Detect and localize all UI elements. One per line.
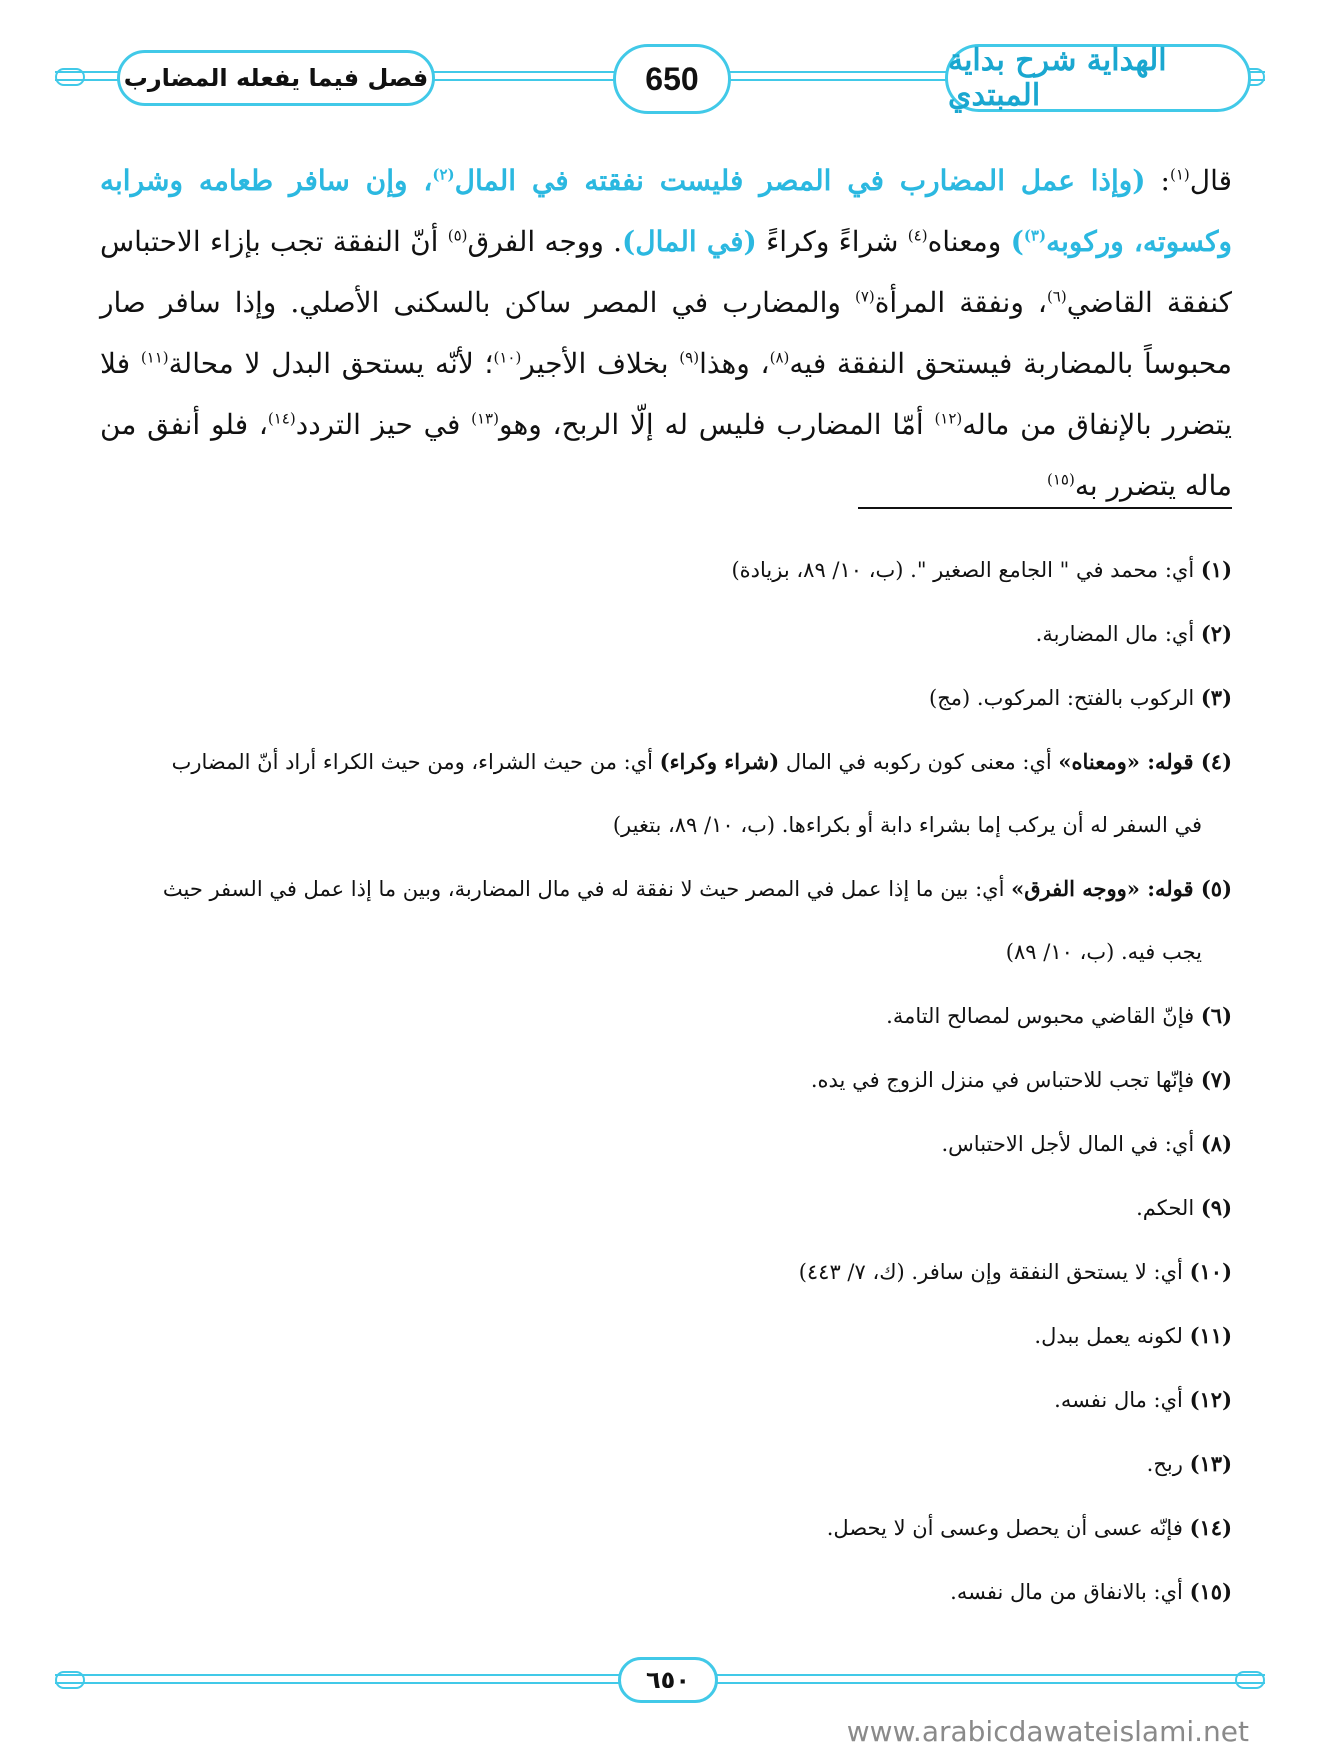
text-run: ؛ لأنّه يستحق البدل لا محالة bbox=[168, 347, 494, 380]
footnote-ref: (١٠) bbox=[493, 348, 522, 367]
footnote-number: (٩) bbox=[1200, 1195, 1232, 1220]
footnote-text: لكونه يعمل ببدل. bbox=[1034, 1324, 1190, 1348]
footnote-quote: قوله: «ووجه الفرق» bbox=[1011, 876, 1201, 901]
footnote-ref: (١) bbox=[1169, 165, 1190, 184]
book-title: الهداية شرح بداية المبتدي bbox=[945, 44, 1251, 112]
footnote-number: (١٠) bbox=[1189, 1259, 1232, 1284]
text-run: . ووجه الفرق bbox=[467, 225, 623, 258]
footnote-9 bbox=[96, 1176, 1232, 1240]
footnote-text: الركوب بالفتح: المركوب. (مج) bbox=[929, 686, 1201, 710]
footnote-number: (٥) bbox=[1200, 876, 1232, 901]
highlighted-text: (في المال) bbox=[622, 225, 757, 258]
footnote-15 bbox=[96, 1560, 1232, 1624]
text-run: قال bbox=[1189, 164, 1232, 197]
footnote-text: أي: مال المضاربة. bbox=[1035, 622, 1201, 646]
footnote-8 bbox=[96, 1112, 1232, 1176]
footnote-number: (٦) bbox=[1200, 1003, 1232, 1028]
footnote-text: في السفر له أن يركب إما بشراء دابة أو بكراءها. (ب، ١٠/ ٨٩، بتغير) bbox=[612, 813, 1202, 837]
text-run: فلا يتضرر بالإنفاق من ماله bbox=[100, 347, 1232, 441]
footnote-number: (١٢) bbox=[1189, 1387, 1232, 1412]
footnote-number: (١٣) bbox=[1189, 1451, 1232, 1476]
text-run: ومعناه bbox=[927, 225, 1011, 258]
website-url: www.arabicdawateislami.net bbox=[846, 1715, 1249, 1748]
footnote-text: فإنّها تجب للاحتباس في منزل الزوج في يده. bbox=[810, 1068, 1201, 1092]
text-run: والمضارب في المصر ساكن بالسكنى الأصلي. وإذا سافر صار محبوساً بالمضاربة فيستحق النفقة فيه bbox=[100, 286, 1232, 380]
text-run: في حيز التردد bbox=[295, 408, 472, 441]
main-text bbox=[100, 150, 1232, 516]
footnote-5 bbox=[96, 857, 1232, 921]
text-run: شراءً وكراءً bbox=[756, 225, 908, 258]
footnote-number: (١٥) bbox=[1189, 1579, 1232, 1604]
page-number: 650 bbox=[613, 44, 731, 114]
page-header bbox=[55, 40, 1265, 120]
footnote-ref: (١٢) bbox=[934, 409, 963, 428]
footnote-text: أي: بين ما إذا عمل في المصر حيث لا نفقة له في مال المضاربة، وبين ما إذا عمل في السفر حيث bbox=[162, 877, 1012, 901]
footnote-text: أي: بالانفاق من مال نفسه. bbox=[950, 1580, 1190, 1604]
footnote-number: (٢) bbox=[1200, 621, 1232, 646]
page-footer bbox=[55, 1655, 1265, 1705]
footnote-text: الحكم. bbox=[1136, 1196, 1201, 1220]
footnote-ref: (١١) bbox=[140, 348, 169, 367]
footnote-2 bbox=[96, 602, 1232, 666]
footnote-number: (٧) bbox=[1200, 1067, 1232, 1092]
footnote-quote: (شراء وكراء) bbox=[659, 749, 780, 774]
footnote-text: أي: لا يستحق النفقة وإن سافر. (ك، ٧/ ٤٤٣) bbox=[798, 1260, 1190, 1284]
scroll-ornament-right bbox=[1235, 1671, 1265, 1689]
footnote-text: يجب فيه. (ب، ١٠/ ٨٩) bbox=[1005, 940, 1202, 964]
footnote-6 bbox=[96, 984, 1232, 1048]
scroll-ornament-left bbox=[55, 68, 85, 86]
text-run: : bbox=[1145, 164, 1170, 197]
footnote-ref: (٨) bbox=[769, 348, 790, 367]
text-run: ، وهذا bbox=[699, 347, 770, 380]
footnote-text: أي: محمد في " الجامع الصغير ". (ب، ١٠/ ٨٩، بزيادة) bbox=[731, 558, 1201, 582]
footnote-number: (١٤) bbox=[1189, 1515, 1232, 1540]
footnote-12 bbox=[96, 1368, 1232, 1432]
footnote-4-cont bbox=[96, 794, 1232, 857]
text-run: أنّ النفقة تجب بإزاء الاحتباس كنفقة القاضي bbox=[100, 225, 1232, 319]
footnote-11 bbox=[96, 1304, 1232, 1368]
footnote-number: (١) bbox=[1200, 557, 1232, 582]
footnotes bbox=[96, 538, 1232, 1624]
text-run: ، ونفقة المرأة bbox=[874, 286, 1047, 319]
footnote-text: أي: معنى كون ركوبه في المال bbox=[779, 750, 1059, 774]
footnote-3 bbox=[96, 666, 1232, 730]
footnote-13 bbox=[96, 1432, 1232, 1496]
footnote-text: أي: مال نفسه. bbox=[1054, 1388, 1190, 1412]
footnote-text: ربح. bbox=[1146, 1452, 1190, 1476]
footnote-14 bbox=[96, 1496, 1232, 1560]
footnote-text: أي: في المال لأجل الاحتباس. bbox=[941, 1132, 1201, 1156]
text-run: ، فلو أنفق من ماله يتضرر به bbox=[100, 408, 1232, 502]
highlighted-text: (وإذا عمل المضارب في المصر فليست نفقته في المال bbox=[454, 164, 1146, 197]
footnote-number: (٣) bbox=[1200, 685, 1232, 710]
footnote-number: (٨) bbox=[1200, 1131, 1232, 1156]
footnote-separator bbox=[858, 507, 1232, 509]
footnote-5-cont bbox=[96, 921, 1232, 984]
footnote-ref: (٢) bbox=[432, 165, 455, 184]
footnote-ref: (١٣) bbox=[471, 409, 499, 428]
footer-page-number: ٦٥٠ bbox=[618, 1657, 718, 1703]
highlighted-text: ) bbox=[1010, 225, 1024, 258]
footnote-4 bbox=[96, 730, 1232, 794]
footnote-ref: (١٥) bbox=[1046, 470, 1075, 489]
highlighted-text: ، وإن سافر طعامه وشرابه وكسوته، وركوبه bbox=[100, 164, 1233, 258]
footnote-text: أي: من حيث الشراء، ومن حيث الكراء أراد أنّ المضارب bbox=[171, 750, 660, 774]
footnote-number: (٤) bbox=[1200, 749, 1232, 774]
footnote-ref: (٦) bbox=[1046, 287, 1067, 306]
footnote-text: فإنّه عسى أن يحصل وعسى أن لا يحصل. bbox=[826, 1516, 1190, 1540]
section-title: فصل فيما يفعله المضارب bbox=[117, 50, 435, 106]
footnote-7 bbox=[96, 1048, 1232, 1112]
text-run: بخلاف الأجير bbox=[521, 347, 680, 380]
footnote-ref: (٣) bbox=[1023, 226, 1047, 245]
footnote-quote: قوله: «ومعناه» bbox=[1058, 749, 1201, 774]
footnote-ref: (٥) bbox=[447, 226, 468, 245]
footnote-number: (١١) bbox=[1189, 1323, 1232, 1348]
footnote-ref: (٤) bbox=[907, 226, 928, 245]
footnote-1 bbox=[96, 538, 1232, 602]
footnote-text: فإنّ القاضي محبوس لمصالح التامة. bbox=[886, 1004, 1201, 1028]
scroll-ornament-left bbox=[55, 1671, 85, 1689]
footnote-10 bbox=[96, 1240, 1232, 1304]
footnote-ref: (٧) bbox=[854, 287, 875, 306]
footnote-ref: (١٤) bbox=[267, 409, 296, 428]
footnote-ref: (٩) bbox=[679, 348, 700, 367]
text-run: أمّا المضارب فليس له إلّا الربح، وهو bbox=[498, 408, 935, 441]
